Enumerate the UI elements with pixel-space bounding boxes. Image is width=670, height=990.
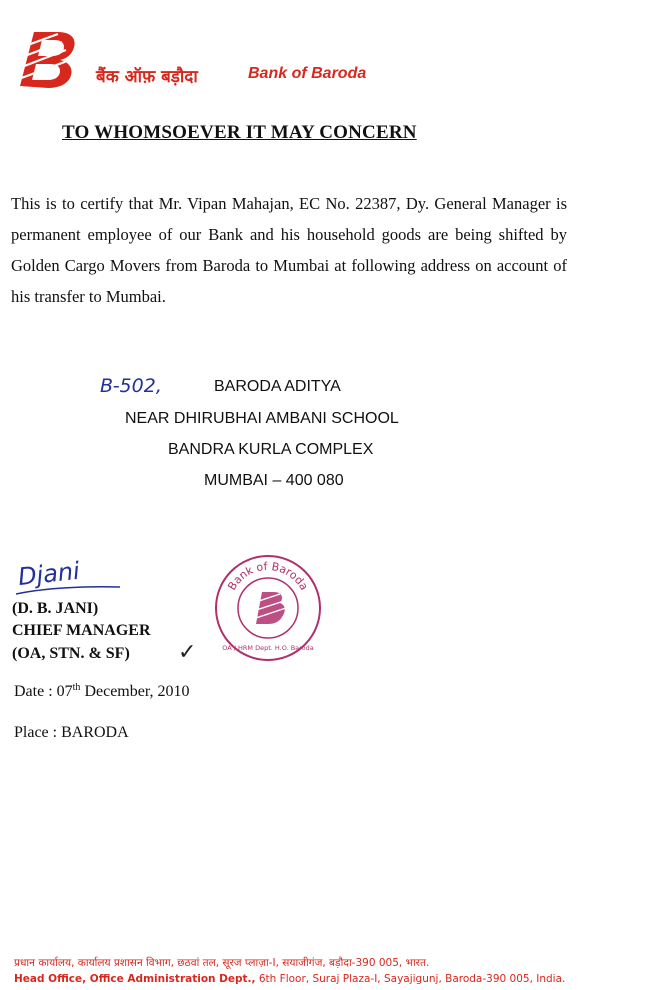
signatory-name: (D. B. JANI) xyxy=(12,600,99,617)
place-label: Place : xyxy=(14,724,62,741)
signature-underline-icon xyxy=(14,584,124,598)
document-title: TO WHOMSOEVER IT MAY CONCERN xyxy=(62,122,417,143)
footer-rest-part: 6th Floor, Suraj Plaza-I, Sayajigunj, Baroda-390 005, India. xyxy=(255,973,566,985)
date-label: Date : xyxy=(14,683,57,700)
address-line-4: MUMBAI – 400 080 xyxy=(204,472,344,489)
bank-of-baroda-logo-icon xyxy=(12,28,82,90)
signatory-department: (OA, STN. & SF) xyxy=(12,645,130,662)
stamp-text: Bank of Baroda xyxy=(225,559,311,593)
signatory-designation: CHIEF MANAGER xyxy=(12,622,151,639)
place-value: BARODA xyxy=(61,724,129,741)
certificate-body: This is to certify that Mr. Vipan Mahajan, EC No. 22387, Dy. General Manager is permanent employee of our Bank and his household goods are being shifted by Golden Cargo Movers from Baroda to Mumbai at following address on account of his transfer to Mumbai. xyxy=(11,194,567,306)
date-suffix: th xyxy=(72,682,81,693)
issue-place xyxy=(14,724,129,742)
footer-address-english xyxy=(14,973,565,985)
handwritten-signature: Djani xyxy=(16,556,82,592)
brand-name-english: Bank of Baroda xyxy=(248,65,367,82)
handwritten-flat-number: B-502, xyxy=(100,375,162,397)
address-line-2: NEAR DHIRUBHAI AMBANI SCHOOL xyxy=(125,410,399,427)
footer-address-hindi: प्रधान कार्यालय, कार्यालय प्रशासन विभाग, छठवां तल, सूरज प्लाज़ा-I, सयाजीगंज, बड़ौदा-390 005, भारत. xyxy=(14,957,430,969)
date-day: 07 xyxy=(56,683,73,700)
footer-bold-part: Head Office, Office Administration Dept., xyxy=(14,973,256,985)
address-line-1: BARODA ADITYA xyxy=(214,378,341,395)
date-rest: December, 2010 xyxy=(80,683,190,700)
brand-name-hindi: बैंक ऑफ़ बड़ौदा xyxy=(96,67,198,87)
issue-date xyxy=(14,682,190,701)
stamp-inner-text: OA / HRM Dept. H.O. Baroda xyxy=(222,644,314,652)
bank-seal-stamp-icon xyxy=(212,552,324,664)
address-line-3: BANDRA KURLA COMPLEX xyxy=(168,441,374,458)
initial-check-mark: ✓ xyxy=(178,640,197,665)
